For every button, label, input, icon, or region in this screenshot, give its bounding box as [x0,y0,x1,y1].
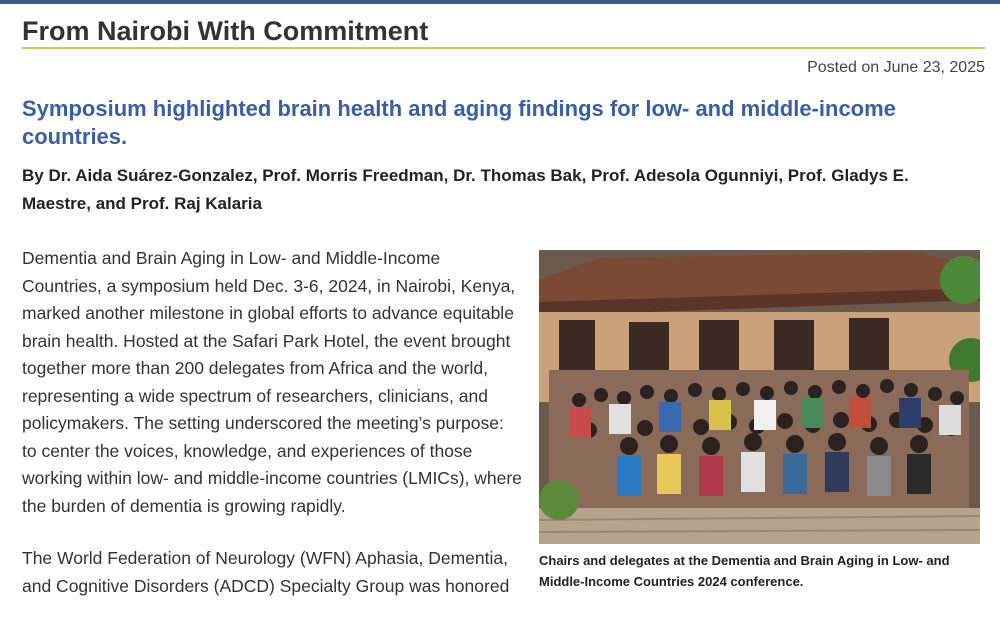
article-byline: By Dr. Aida Suárez-Gonzalez, Prof. Morris Freedman, Dr. Thomas Bak, Prof. Adesola Ogunniyi, Prof. Gladys E. Maestre, and Prof. Raj Kalaria [22,166,909,213]
title-underline [22,47,985,49]
top-accent-rule [0,0,1000,4]
article-figure [539,250,980,592]
posted-date: Posted on June 23, 2025 [807,59,985,76]
figure-caption: Chairs and delegates at the Dementia and Brain Aging in Low- and Middle-Income Countries 2024 conference. [539,553,950,589]
article-headline: Symposium highlighted brain health and aging findings for low- and middle-income countries. [22,96,896,149]
paragraph-2: The World Federation of Neurology (WFN) Aphasia, Dementia, and Cognitive Disorders (ADCD) Specialty Group was honored [22,548,510,596]
article-body [22,245,522,625]
group-photo[interactable] [539,250,980,544]
paragraph-1: Dementia and Brain Aging in Low- and Middle-Income Countries, a symposium held Dec. 3-6, 2024, in Nairobi, Kenya, marked another milestone in global efforts to advance equitable brain health. Hosted at the Safari Park Hotel, the event brought together more than 200 delegates from Africa and the world, representing a wide spectrum of researchers, clinicians, and policymakers. The setting underscored the meeting’s purpose: to center the voices, knowledge, and experiences of those working within low- and middle-income countries (LMICs), where the burden of dementia is growing rapidly. [22,248,522,516]
page-title: From Nairobi With Commitment [22,16,429,46]
